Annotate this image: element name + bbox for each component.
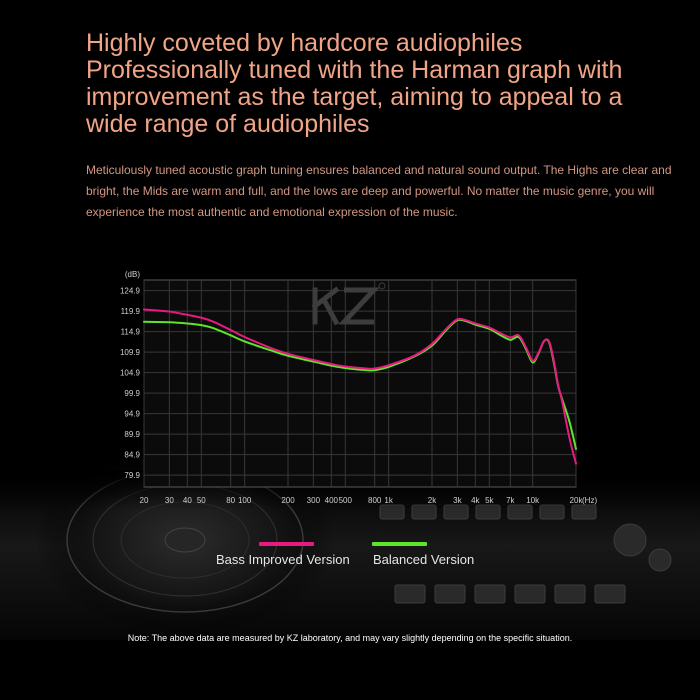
legend-item-bass-improved xyxy=(200,536,370,576)
y-axis-unit-label: (dB) xyxy=(124,270,140,279)
headline-line-1: Highly coveted by hardcore audiophiles xyxy=(86,29,523,57)
legend xyxy=(200,536,520,576)
x-tick-label: 5k xyxy=(485,496,494,505)
x-tick-label: 800 xyxy=(368,496,382,505)
x-axis-unit-label: (Hz) xyxy=(582,496,598,505)
legend-swatch-balanced xyxy=(372,542,427,546)
y-tick-label: 79.9 xyxy=(124,471,140,481)
y-tick-label: 84.9 xyxy=(124,450,140,460)
y-tick-label: 119.9 xyxy=(120,307,140,317)
x-tick-label: 50 xyxy=(196,496,206,505)
x-tick-label: 80 xyxy=(226,496,236,505)
headline-line-3: improvement as the target, aiming to appeal to a xyxy=(86,83,623,111)
x-tick-label: 7k xyxy=(506,496,515,505)
y-tick-label: 89.9 xyxy=(124,430,140,440)
measurement-note: Note: The above data are measured by KZ laboratory, and may vary slightly depending on the specific situation. xyxy=(127,633,573,643)
description: Meticulously tuned acoustic graph tuning ensures balanced and natural sound output. The Highs are clear and bright, the Mids are warm and full, and the lows are deep and powerful. No matter the music genre, you will experience the most authentic and emotional expression of the music. xyxy=(86,163,672,219)
x-tick-label: 10k xyxy=(526,496,540,505)
y-axis xyxy=(120,270,141,480)
headline-line-2: Professionally tuned with the Harman graph with xyxy=(86,56,623,84)
x-tick-label: 30 xyxy=(164,496,174,505)
y-tick-label: 114.9 xyxy=(120,327,140,337)
frequency-response-chart xyxy=(100,260,600,520)
x-axis xyxy=(140,496,598,505)
legend-label-bass-improved: Bass Improved Version xyxy=(216,552,350,567)
y-tick-label: 99.9 xyxy=(124,389,140,399)
x-tick-label: 3k xyxy=(453,496,462,505)
legend-label-balanced: Balanced Version xyxy=(373,552,475,567)
x-tick-label: 20k xyxy=(569,496,583,505)
chart-grid xyxy=(144,280,576,487)
x-tick-label: 1k xyxy=(384,496,393,505)
x-tick-label: 200 xyxy=(281,496,295,505)
x-tick-label: 4k xyxy=(471,496,480,505)
y-tick-label: 104.9 xyxy=(119,368,140,378)
y-tick-label: 94.9 xyxy=(124,409,140,419)
headline-line-4: wide range of audiophiles xyxy=(86,110,370,138)
x-tick-label: 300 xyxy=(306,496,321,505)
x-tick-label: 100 xyxy=(237,496,252,505)
x-tick-label: 400 xyxy=(324,496,339,505)
y-tick-label: 109.9 xyxy=(119,348,140,358)
x-tick-label: 2k xyxy=(427,496,437,505)
y-tick-label: 124.9 xyxy=(119,286,140,296)
headline xyxy=(86,30,686,138)
x-tick-label: 20 xyxy=(139,496,149,505)
legend-item-balanced xyxy=(372,536,520,576)
legend-swatch-bass-improved xyxy=(259,542,314,546)
x-tick-label: 40 xyxy=(182,496,192,505)
x-tick-label: 500 xyxy=(338,496,352,505)
